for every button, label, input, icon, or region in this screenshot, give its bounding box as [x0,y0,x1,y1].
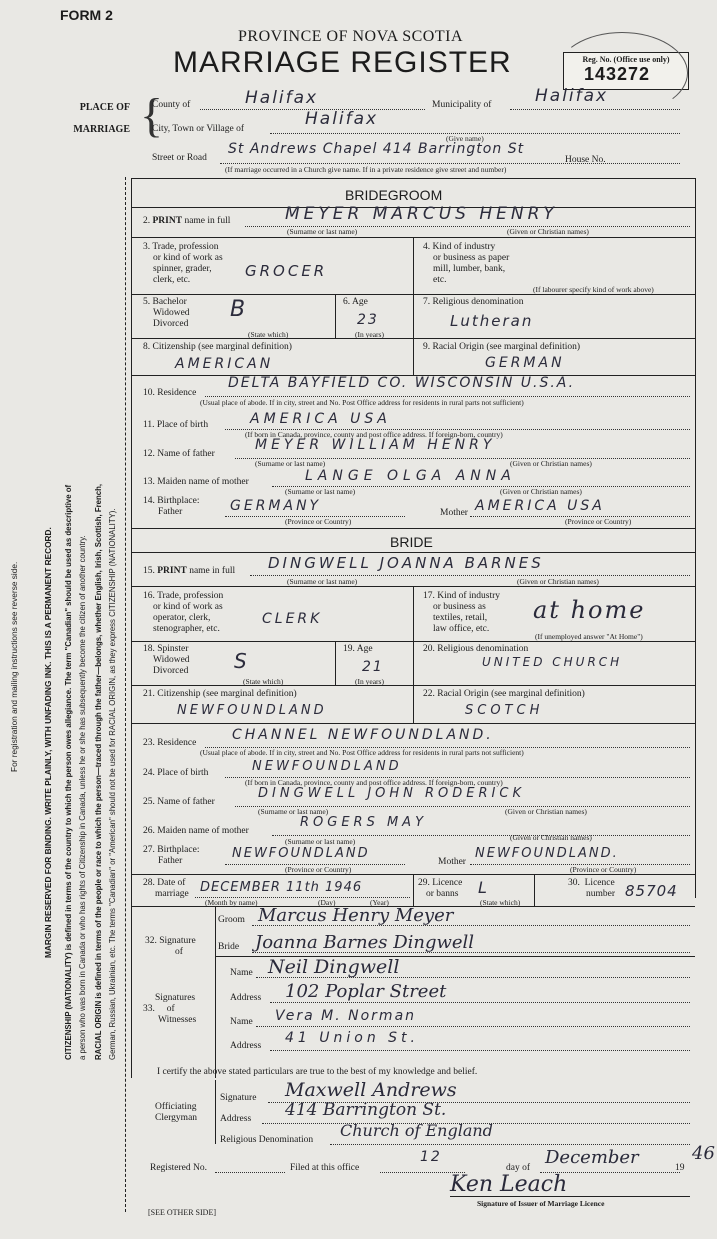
bride-residence-sub: (Usual place of abode. If in city, street and No. Post Office address for residents in rural parts not sufficient) [200,748,524,757]
clergy-signature-label: Signature [220,1093,257,1103]
groom-name-value: MEYER MARCUS HENRY [285,204,558,224]
bride-citizenship-label: 21. Citizenship (see marginal definition) [143,689,297,699]
issuer-signature: Ken Leach [450,1172,568,1197]
bride-father-value: DINGWELL JOHN RODERICK [258,786,525,801]
witness1-address: 102 Poplar Street [285,981,447,1002]
city-label: City, Town or Village of [152,124,244,134]
margin-top-note: For registration and mailing instructions see reverse side. [9,561,19,772]
groom-industry-label: 4. Kind of industry or business as paper mill, lumber, bank, etc. [423,242,510,285]
bride-age-sub: (In years) [355,677,384,686]
bride-name-given-sub: (Given or Christian names) [517,577,599,586]
groom-mother-birthplace-label: Mother [440,508,468,518]
groom-residence-value: DELTA BAYFIELD CO. WISCONSIN U.S.A. [228,375,576,391]
filed-year: 46 [692,1143,715,1164]
bridegroom-heading: BRIDEGROOM [345,187,443,203]
bride-heading: BRIDE [390,534,433,550]
groom-birthplace-value: AMERICA USA [250,411,391,427]
licence-banns-label: 29. Licence or banns [418,878,463,899]
bride-name-value: DINGWELL JOANNA BARNES [268,554,544,572]
margin-col5: German, Russian, Ukrainian, etc. The terms "Canadian" or "American" should not be used for RACIAL ORIGIN, as they express CITIZENSHIP (NATIONALITY). [108,508,117,1060]
bride-birthplace-sub: (If born in Canada, province, county and post office address. If foreign-born, country) [245,778,503,787]
groom-racial-label: 9. Racial Origin (see marginal definition) [423,342,581,352]
witness2-name: Vera M. Norman [275,1008,417,1024]
licence-banns-sub: (State which) [480,898,521,907]
bride-age-label: 19. Age [343,644,373,654]
marriage-year-sub: (Year) [370,898,389,907]
bride-birthplace-value: NEWFOUNDLAND [252,759,402,774]
groom-citizenship-label: 8. Citizenship (see marginal definition) [143,342,292,352]
marriage-date-label: 28. Date of marriage [143,878,189,899]
groom-citizenship-value: AMERICAN [175,356,274,372]
groom-mother-given-sub: (Given or Christian names) [500,487,582,496]
filed-year-prefix: 19 [675,1163,685,1173]
bride-residence-label: 23. Residence [143,738,197,748]
groom-father-birthplace-value: GERMANY [230,498,322,514]
groom-birthplace-parents-label: 14. Birthplace: Father [143,496,200,517]
filed-label: Filed at this office [290,1163,360,1173]
margin-col2: CITIZENSHIP (NATIONALITY) is defined in terms of the country to which the person owes allegiance. The term "Canadian" should be used as descriptive of [64,484,73,1060]
groom-age-label: 6. Age [343,297,368,307]
bride-racial-label: 22. Racial Origin (see marginal definition) [423,689,585,699]
groom-mother-surname-sub: (Surname or last name) [285,487,356,496]
issuer-label: Signature of Issuer of Marriage Licence [477,1199,605,1208]
clergy-address-label: Address [220,1114,252,1124]
bride-marital-value: S [234,649,249,673]
witness2-name-label: Name [230,1017,253,1027]
day-of-label: day of [506,1163,531,1173]
groom-age-value: 23 [357,312,379,328]
groom-mother-label: 13. Maiden name of mother [143,477,249,487]
groom-name-surname-sub: (Surname or last name) [287,227,358,236]
bride-racial-value: SCOTCH [465,703,544,718]
groom-birthplace-label: 11. Place of birth [143,420,209,430]
licence-number-value: 85704 [625,882,678,900]
licence-banns-value: L [478,878,489,897]
bride-father-birthplace-value: NEWFOUNDLAND [232,846,370,861]
groom-father-value: MEYER WILLIAM HENRY [255,437,496,453]
bride-father-label: 25. Name of father [143,797,215,807]
groom-marital-value: B [230,297,248,322]
margin-col3: a person who was born in Canada or who has rights of Citizenship in Canada, unless he or she has subsequently become the citizen of another country. [78,535,87,1060]
groom-racial-value: GERMAN [485,355,565,371]
witness2-address: 41 Union St. [285,1030,419,1046]
witness1-address-label: Address [230,993,262,1003]
bride-signature-label: Bride [218,942,240,952]
street-note: (If marriage occurred in a Church give name. If in a private residence give street and number) [225,165,507,174]
witness2-address-label: Address [230,1041,262,1051]
bride-industry-sub: (If unemployed answer "At Home") [535,632,643,641]
bride-citizenship-value: NEWFOUNDLAND [177,703,327,718]
groom-age-sub: (In years) [355,330,384,339]
bride-signature: Joanna Barnes Dingwell [255,932,475,953]
give-name-note: (Give name) [446,134,484,143]
groom-trade-label: 3. Trade, profession or kind of work as spinner, grader, clerk, etc. [143,242,223,285]
groom-signature: Marcus Henry Meyer [258,905,454,926]
province-heading: PROVINCE OF NOVA SCOTIA [238,28,464,45]
groom-father-birthplace-sub: (Province or Country) [285,517,352,526]
page-title: MARRIAGE REGISTER [173,46,512,79]
clergy-denomination: Church of England [340,1121,493,1140]
bride-mother-surname-sub: (Surname or last name) [285,837,356,846]
bride-mother-value: ROGERS MAY [300,815,428,830]
bride-mother-label: 26. Maiden name of mother [143,826,249,836]
groom-birthplace-sub: (If born in Canada, province, county and post office address. If foreign-born, country) [245,430,503,439]
groom-mother-birthplace-sub: (Province or Country) [565,517,632,526]
witnesses-label: Signatures 33. of Witnesses [143,993,197,1025]
bride-name-label: 15. PRINT name in full [143,566,236,576]
bride-religion-label: 20. Religious denomination [423,644,529,654]
bride-age-value: 21 [362,659,384,675]
bride-father-birthplace-sub: (Province or Country) [285,865,352,874]
street-value: St Andrews Chapel 414 Barrington St [228,141,525,157]
filed-day: 12 [420,1149,442,1165]
bride-trade-value: CLERK [262,611,323,627]
marriage-date-value: DECEMBER 11th 1946 [200,880,363,895]
certify-statement: I certify the above stated particulars are true to the best of my knowledge and belief. [157,1067,478,1077]
groom-religion-value: Lutheran [450,312,534,330]
bride-industry-label: 17. Kind of industry or business as textiles, retail, law office, etc. [423,591,501,634]
county-label: County of [152,100,191,110]
city-value: Halifax [305,109,379,129]
groom-father-label: 12. Name of father [143,449,215,459]
house-no-label: House No. [565,155,606,165]
bride-marital-sub: (State which) [243,677,284,686]
county-value: Halifax [245,88,319,108]
marriage-month-sub: (Month by name) [205,898,258,907]
bride-mother-birthplace-label: Mother [438,857,466,867]
bride-father-surname-sub: (Surname or last name) [258,807,329,816]
bride-trade-label: 16. Trade, profession or kind of work as operator, clerk, stenographer, etc. [143,591,224,634]
signature-32-label: 32. Signature of [145,936,196,957]
bride-birthplace-parents-label: 27. Birthplace: Father [143,845,200,866]
clergy-signature: Maxwell Andrews [285,1079,457,1101]
clergy-address: 414 Barrington St. [285,1100,447,1120]
witness1-name-label: Name [230,968,253,978]
place-brace: { [140,89,164,142]
bride-mother-birthplace-sub: (Province or Country) [570,865,637,874]
groom-father-given-sub: (Given or Christian names) [510,459,592,468]
groom-trade-value: GROCER [245,262,328,280]
witness1-name: Neil Dingwell [268,956,400,978]
groom-mother-value: LANGE OLGA ANNA [305,468,516,484]
groom-name-given-sub: (Given or Christian names) [507,227,589,236]
clergy-denomination-label: Religious Denomination [220,1135,314,1145]
licence-number-label: 30. Licence number [568,878,616,899]
groom-residence-sub: (Usual place of abode. If in city, street and No. Post Office address for residents in rural parts not sufficient) [200,398,524,407]
place-label-line2: MARRIAGE [73,124,130,135]
municipality-value: Halifax [535,86,609,106]
margin-col1: MARGIN RESERVED FOR BINDING. WRITE PLAINLY, WITH UNFADING INK. THIS IS A PERMANENT RECORD. [43,527,53,958]
registered-no-label: Registered No. [150,1163,207,1173]
reg-number-value: 143272 [584,64,651,84]
margin-col4: RACIAL ORIGIN is defined in terms of the people or race to which the person—traced through the father—belongs, whether English, Irish, Scottish, French, [94,483,103,1060]
reg-number-label: Reg. No. (Office use only) [582,55,670,64]
filed-month: December [545,1147,639,1168]
groom-religion-label: 7. Religious denomination [423,297,524,307]
bride-name-surname-sub: (Surname or last name) [287,577,358,586]
bride-marital-label: 18. Spinster Widowed Divorced [143,644,190,676]
groom-marital-sub: (State which) [248,330,289,339]
groom-signature-label: Groom [218,915,245,925]
marriage-day-sub: (Day) [318,898,336,907]
groom-name-label: 2. PRINT name in full [143,216,231,226]
groom-industry-sub: (If labourer specify kind of work above) [533,285,654,294]
street-label: Street or Road [152,153,207,163]
place-label [66,97,130,141]
place-label-line1: PLACE OF [79,102,130,113]
see-other-side: [SEE OTHER SIDE] [148,1208,216,1217]
groom-mother-birthplace-value: AMERICA USA [475,498,605,514]
groom-father-surname-sub: (Surname or last name) [255,459,326,468]
bride-industry-value: at home [533,596,646,624]
form-number: FORM 2 [60,7,113,23]
bride-birthplace-label: 24. Place of birth [143,768,209,778]
bride-religion-value: UNITED CHURCH [482,655,623,669]
officiating-label: Officiating Clergyman [155,1102,198,1123]
bride-mother-birthplace-value: NEWFOUNDLAND. [475,846,619,861]
groom-marital-label: 5. Bachelor Widowed Divorced [143,297,190,329]
bride-residence-value: CHANNEL NEWFOUNDLAND. [232,727,494,743]
bride-mother-given-sub: (Given or Christian names) [510,833,592,842]
municipality-label: Municipality of [432,100,492,110]
bride-father-given-sub: (Given or Christian names) [505,807,587,816]
groom-residence-label: 10. Residence [143,388,197,398]
